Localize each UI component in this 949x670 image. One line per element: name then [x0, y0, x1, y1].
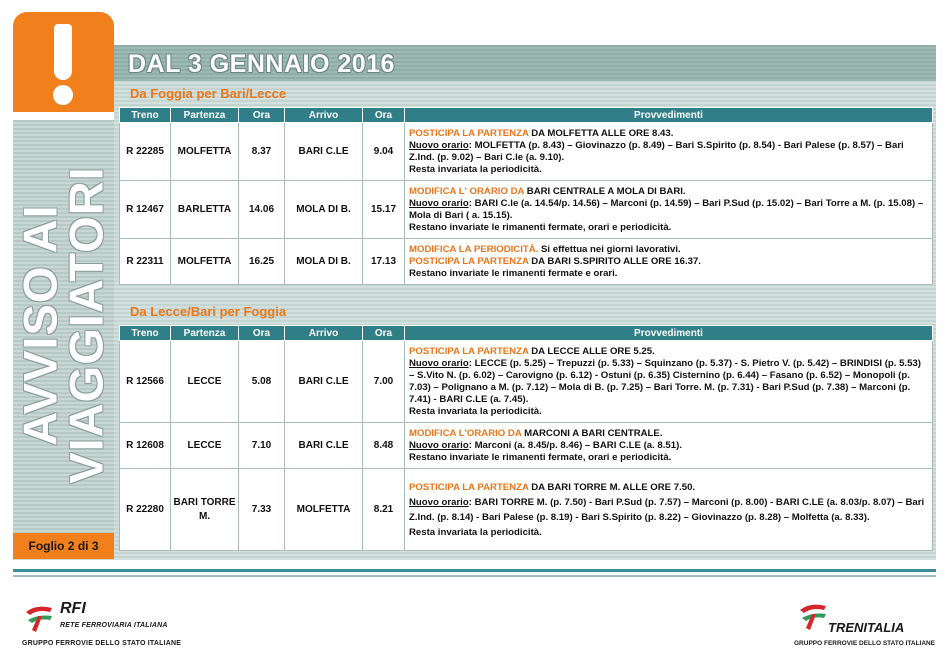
col-partenza: Partenza — [171, 108, 239, 123]
note-text: Resta invariata la periodicità. — [409, 405, 542, 417]
provvedimenti-cell — [405, 423, 933, 469]
nuovo-orario-text: : BARI C.le (a. 14.54/p. 14.56) – Marconi (p. 14.59) – Bari P.Sud (p. 15.02) – Bari Torre a M. (p. 15.08) – Mola di Bari ( a. 15.15). — [409, 197, 924, 221]
ora-arrivo-cell: 8.48 — [363, 423, 405, 469]
nuovo-orario-label: Nuovo orario — [409, 357, 469, 369]
table-header-row — [120, 326, 933, 341]
provvedimenti-cell — [405, 181, 933, 239]
col-provvedimenti: Provvedimenti — [405, 108, 933, 123]
action-label: POSTICIPA LA PARTENZA — [409, 127, 529, 139]
col-ora: Ora — [363, 326, 405, 341]
partenza-cell: MOLFETTA — [171, 123, 239, 181]
trenitalia-name: TRENITALIA — [828, 620, 905, 635]
treno-cell: R 22285 — [120, 123, 171, 181]
sheet-indicator: Foglio 2 di 3 — [13, 533, 114, 559]
rfi-group: GRUPPO FERROVIE DELLO STATO ITALIANE — [22, 640, 182, 647]
trenitalia-logo — [788, 600, 938, 660]
arrivo-cell: MOLA DI B. — [285, 239, 363, 285]
ora-partenza-cell: 5.08 — [239, 341, 285, 423]
nuovo-orario-label: Nuovo orario — [409, 439, 469, 451]
ora-partenza-cell: 7.33 — [239, 469, 285, 551]
action-label-2: POSTICIPA LA PARTENZA — [409, 255, 529, 267]
partenza-cell: LECCE — [171, 341, 239, 423]
note-text: Resta invariata la periodicità. — [409, 163, 542, 175]
ora-arrivo-cell: 9.04 — [363, 123, 405, 181]
col-ora: Ora — [239, 326, 285, 341]
provvedimenti-cell — [405, 341, 933, 423]
nuovo-orario-text: : Marconi (a. 8.45/p. 8.46) – BARI C.LE (a. 8.51). — [468, 439, 682, 451]
col-arrivo: Arrivo — [285, 108, 363, 123]
note-text: Restano invariate le rimanenti fermate, orari e periodicità. — [409, 451, 672, 463]
partenza-cell: MOLFETTA — [171, 239, 239, 285]
nuovo-orario-label: Nuovo orario — [409, 496, 469, 508]
ora-partenza-cell: 14.06 — [239, 181, 285, 239]
col-treno: Treno — [120, 326, 171, 341]
section-title: Da Foggia per Bari/Lecce — [130, 86, 287, 101]
rfi-subtitle: RETE FERROVIARIA ITALIANA — [60, 622, 168, 629]
side-title — [13, 120, 114, 530]
note-text: Restano invariate le rimanenti fermate, orari e periodicità. — [409, 221, 672, 233]
side-title-line1: AVVISO AI — [13, 204, 67, 446]
action-text: DA LECCE ALLE ORE 5.25. — [528, 345, 655, 357]
nuovo-orario-text: : MOLFETTA (p. 8.43) – Giovinazzo (p. 8.49) – Bari S.Spirito (p. 8.54) - Bari Palese (p. 8.57) – Bari Z.Ind. (p. 9.02) – Bari C.le (a. 9.10). — [409, 139, 904, 163]
col-ora: Ora — [363, 108, 405, 123]
nuovo-orario-label: Nuovo orario — [409, 197, 469, 209]
treno-cell: R 12566 — [120, 341, 171, 423]
action-text-2: DA BARI S.SPIRITO ALLE ORE 16.37. — [528, 255, 701, 267]
timetable-1 — [119, 107, 933, 285]
action-label: MODIFICA L'ORARIO DA — [409, 427, 522, 439]
section-title: Da Lecce/Bari per Foggia — [130, 304, 287, 319]
col-ora: Ora — [239, 108, 285, 123]
trenitalia-mark-icon — [796, 600, 830, 634]
ora-arrivo-cell: 15.17 — [363, 181, 405, 239]
provvedimenti-cell — [405, 123, 933, 181]
action-text: DA BARI TORRE M. ALLE ORE 7.50. — [528, 481, 696, 493]
partenza-cell: BARI TORRE M. — [171, 469, 239, 551]
rfi-mark-icon — [22, 602, 56, 636]
table-row — [120, 123, 933, 181]
action-text: Si effettua nei giorni lavorativi. — [538, 243, 681, 255]
ora-partenza-cell: 16.25 — [239, 239, 285, 285]
partenza-cell: BARLETTA — [171, 181, 239, 239]
table-header-row — [120, 108, 933, 123]
arrivo-cell: BARI C.LE — [285, 341, 363, 423]
header-band — [114, 45, 936, 81]
treno-cell: R 22280 — [120, 469, 171, 551]
arrivo-cell: BARI C.LE — [285, 123, 363, 181]
provvedimenti-cell — [405, 469, 933, 551]
action-label: MODIFICA L' ORARIO DA — [409, 185, 525, 197]
timetable-2 — [119, 325, 933, 551]
nuovo-orario-text: : BARI TORRE M. (p. 7.50) - Bari P.Sud (p. 7.57) – Marconi (p. 8.00) - BARI C.LE (a. 8.03/p. 8.07) – Bari Z.Ind. (p. 8.14) - Bari Palese (p. 8.19) - Bari S.Spirito (p. 8.22) – Giovinazzo (p. 8.28) – Molfetta (a. 8.33). — [409, 496, 925, 523]
trenitalia-group: GRUPPO FERROVIE DELLO STATO ITALIANE — [794, 640, 936, 647]
arrivo-cell: MOLA DI B. — [285, 181, 363, 239]
nuovo-orario-text: : LECCE (p. 5.25) – Trepuzzi (p. 5.33) – Squinzano (p. 5.37) - S. Pietro V. (p. 5.42) – BRINDISI (p. 5.53) – S.Vito N. (p. 6.02) – Carovigno (p. 6.12) - Ostuni (p. 6.35) Cisternino (p. 6.44) – Fasano (p. 6.52) – Monopoli (p. 7.03) – Polignano a M. (p. 7.12) – Mola di B. (p. 7.25) – Bari Torre. M. (p. 7.31) - Bari P.Sud (p. 7.38) – Marconi (p. 7.41) - BARI C.LE (a. 7.45). — [409, 357, 921, 405]
arrivo-cell: BARI C.LE — [285, 423, 363, 469]
arrivo-cell: MOLFETTA — [285, 469, 363, 551]
ora-partenza-cell: 7.10 — [239, 423, 285, 469]
ora-partenza-cell: 8.37 — [239, 123, 285, 181]
col-provvedimenti: Provvedimenti — [405, 326, 933, 341]
treno-cell: R 12608 — [120, 423, 171, 469]
ora-arrivo-cell: 8.21 — [363, 469, 405, 551]
table-row — [120, 341, 933, 423]
rfi-logo — [22, 600, 202, 660]
side-title-line2: VIAGGIATORI — [59, 166, 113, 484]
action-label: MODIFICA LA PERIODICITÀ. — [409, 243, 539, 255]
col-arrivo: Arrivo — [285, 326, 363, 341]
provvedimenti-cell — [405, 239, 933, 285]
table-row — [120, 239, 933, 285]
note-text: Resta invariata la periodicità. — [409, 526, 542, 538]
partenza-cell: LECCE — [171, 423, 239, 469]
footer-divider-thin — [13, 575, 936, 577]
treno-cell: R 12467 — [120, 181, 171, 239]
action-text: MARCONI A BARI CENTRALE. — [521, 427, 663, 439]
page-title: DAL 3 GENNAIO 2016 — [128, 50, 395, 78]
action-label: POSTICIPA LA PARTENZA — [409, 345, 529, 357]
action-text: DA MOLFETTA ALLE ORE 8.43. — [528, 127, 674, 139]
warning-icon — [13, 12, 114, 112]
nuovo-orario-label: Nuovo orario — [409, 139, 469, 151]
action-text: BARI CENTRALE A MOLA DI BARI. — [524, 185, 686, 197]
col-partenza: Partenza — [171, 326, 239, 341]
col-treno: Treno — [120, 108, 171, 123]
treno-cell: R 22311 — [120, 239, 171, 285]
ora-arrivo-cell: 17.13 — [363, 239, 405, 285]
table-row — [120, 181, 933, 239]
ora-arrivo-cell: 7.00 — [363, 341, 405, 423]
table-row — [120, 469, 933, 551]
note-text: Restano invariate le rimanenti fermate e orari. — [409, 267, 618, 279]
footer-divider — [13, 569, 936, 572]
rfi-name: RFI — [60, 600, 86, 617]
action-label: POSTICIPA LA PARTENZA — [409, 481, 529, 493]
table-row — [120, 423, 933, 469]
